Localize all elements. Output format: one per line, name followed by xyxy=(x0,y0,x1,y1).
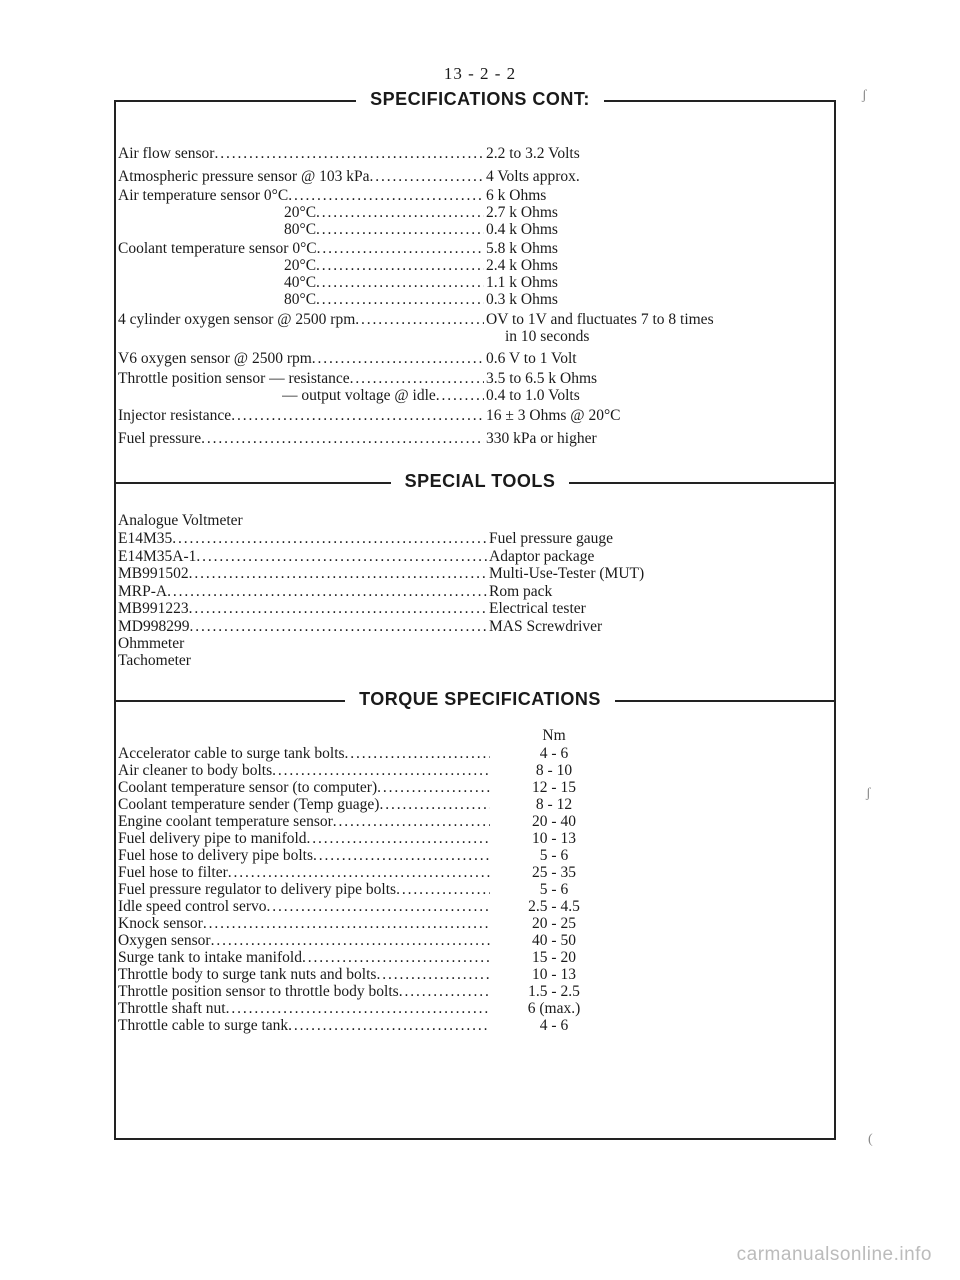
torque-row-value: 10 - 13 xyxy=(532,966,576,983)
spec-row xyxy=(118,240,838,257)
torque-row-label: Accelerator cable to surge tank bolts . . . xyxy=(118,745,490,762)
scan-mark: ( xyxy=(868,1132,873,1147)
spec-row xyxy=(118,350,838,367)
torque-row-label: Knock sensor . . . xyxy=(118,915,490,932)
torque-row xyxy=(118,1000,838,1017)
tool-row xyxy=(118,565,838,582)
watermark: carmanualsonline.info xyxy=(736,1244,932,1265)
spec-row-label: 20°C . . . xyxy=(284,204,484,221)
spec-row-value: in 10 seconds xyxy=(505,328,590,345)
torque-row-label: Fuel pressure regulator to delivery pipe bolts . . . xyxy=(118,881,490,898)
torque-row-label: Coolant temperature sender (Temp guage) . . . xyxy=(118,796,490,813)
torque-row-label: Oxygen sensor . . . xyxy=(118,932,490,949)
spec-row-value: 330 kPa or higher xyxy=(486,430,597,447)
torque-row-value: 4 - 6 xyxy=(539,1017,569,1034)
torque-row-label: Fuel hose to delivery pipe bolts . . . xyxy=(118,847,490,864)
special-tools-title: SPECIAL TOOLS xyxy=(0,471,960,492)
spec-row-value: OV to 1V and fluctuates 7 to 8 times xyxy=(486,311,714,328)
torque-row xyxy=(118,966,838,983)
spec-row xyxy=(118,430,838,447)
torque-row-value: 8 - 10 xyxy=(535,762,573,779)
torque-row-label: Throttle cable to surge tank . . . xyxy=(118,1017,490,1034)
spec-row-label: — output voltage @ idle . . . xyxy=(282,387,484,404)
torque-row-value: 2.5 - 4.5 xyxy=(528,898,580,915)
spec-row-label: Air flow sensor . . . xyxy=(118,145,484,162)
torque-row xyxy=(118,796,838,813)
spec-row xyxy=(284,274,960,291)
tool-row xyxy=(118,618,838,635)
torque-row-label: Fuel delivery pipe to manifold . . . xyxy=(118,830,490,847)
torque-row xyxy=(118,762,838,779)
torque-row-value: 6 (max.) xyxy=(527,1000,581,1017)
spec-row-label: Throttle position sensor — resistance . . . xyxy=(118,370,484,387)
spec-row-label: 20°C . . . xyxy=(284,257,484,274)
tool-row-value: Rom pack xyxy=(489,582,553,600)
torque-row xyxy=(118,864,838,881)
torque-row xyxy=(118,915,838,932)
torque-row xyxy=(118,779,838,796)
spec-row-label: 80°C . . . xyxy=(284,221,484,238)
tool-row xyxy=(118,530,838,547)
spec-row xyxy=(284,221,960,238)
torque-row xyxy=(118,949,838,966)
spec-row-value: 6 k Ohms xyxy=(486,187,547,204)
spec-row-value: 4 Volts approx. xyxy=(486,168,580,185)
torque-title: TORQUE SPECIFICATIONS xyxy=(0,689,960,710)
spec-row-value: 5.8 k Ohms xyxy=(486,240,558,257)
tool-row xyxy=(118,583,838,600)
spec-row-label: Injector resistance . . . xyxy=(118,407,484,424)
torque-row xyxy=(118,898,838,915)
spec-row xyxy=(118,407,838,424)
torque-row-value: 5 - 6 xyxy=(539,847,569,864)
spec-row-value: 0.6 V to 1 Volt xyxy=(486,350,577,367)
torque-row-value: 20 - 25 xyxy=(532,915,576,932)
tool-row-value: Adaptor package xyxy=(489,547,595,565)
torque-row-value: 4 - 6 xyxy=(539,745,569,762)
spec-row xyxy=(505,328,960,345)
torque-row xyxy=(118,932,838,949)
spec-row xyxy=(118,370,838,387)
tool-row-label: E14M35A-1 . . . xyxy=(118,548,487,565)
spec-row xyxy=(284,257,960,274)
torque-row-value: 8 - 12 xyxy=(535,796,573,813)
spec-row xyxy=(118,145,838,162)
torque-row-value: 5 - 6 xyxy=(539,881,569,898)
spec-row xyxy=(118,187,838,204)
tool-row-label: MB991223 . . . xyxy=(118,600,487,617)
spec-row-label: Coolant temperature sensor 0°C . . . xyxy=(118,240,484,257)
torque-row-label: Throttle shaft nut . . . xyxy=(118,1000,490,1017)
torque-row-label: Surge tank to intake manifold . . . xyxy=(118,949,490,966)
tool-row-label: MRP-A . . . xyxy=(118,583,487,600)
scan-mark: ʃ xyxy=(862,88,867,103)
torque-row xyxy=(118,983,838,1000)
torque-row xyxy=(118,847,838,864)
tool-row-value: Multi-Use-Tester (MUT) xyxy=(489,565,645,582)
tool-row-label: E14M35 . . . xyxy=(118,530,487,547)
tool-extra: Ohmmeter xyxy=(118,635,185,652)
torque-row-value: 1.5 - 2.5 xyxy=(528,983,580,1000)
torque-row-label: Air cleaner to body bolts . . . xyxy=(118,762,490,779)
tool-row-value: Electrical tester xyxy=(489,600,586,617)
tool-row xyxy=(118,548,838,565)
torque-row-label: Throttle body to surge tank nuts and bolts . . . xyxy=(118,966,490,983)
tool-row-label: MD998299 . . . xyxy=(118,618,487,635)
torque-row-value: 12 - 15 xyxy=(532,779,576,796)
torque-row-label: Fuel hose to filter . . . xyxy=(118,864,490,881)
scan-mark: ʃ xyxy=(866,786,871,801)
spec-row-label: Atmospheric pressure sensor @ 103 kPa . . . xyxy=(118,168,484,185)
torque-row-value: 25 - 35 xyxy=(532,864,576,881)
spec-row-label: 80°C . . . xyxy=(284,291,484,308)
spec-row-value: 2.4 k Ohms xyxy=(486,257,558,274)
torque-row-label: Coolant temperature sensor (to computer) . . . xyxy=(118,779,490,796)
spec-row-value: 16 ± 3 Ohms @ 20°C xyxy=(486,407,621,424)
spec-row-value: 2.2 to 3.2 Volts xyxy=(486,145,580,162)
spec-row xyxy=(282,387,960,404)
tool-row-label: MB991502 . . . xyxy=(118,565,487,582)
spec-row-label: Air temperature sensor 0°C . . . xyxy=(118,187,484,204)
spec-row-label: Fuel pressure . . . xyxy=(118,430,484,447)
spec-row xyxy=(118,168,838,185)
spec-row-value: 0.4 k Ohms xyxy=(486,221,558,238)
torque-row-value: 40 - 50 xyxy=(532,932,576,949)
torque-unit-header: Nm xyxy=(542,727,566,744)
torque-row-label: Throttle position sensor to throttle body bolts . . . xyxy=(118,983,490,1000)
special-tools-heading: Analogue Voltmeter xyxy=(118,512,243,529)
spec-row-value: 0.3 k Ohms xyxy=(486,291,558,308)
torque-row-value: 10 - 13 xyxy=(532,830,576,847)
spec-row xyxy=(284,291,960,308)
tool-row-value: Fuel pressure gauge xyxy=(489,530,613,547)
spec-row-value: 1.1 k Ohms xyxy=(486,274,558,291)
spec-row xyxy=(118,311,838,328)
spec-row-label: V6 oxygen sensor @ 2500 rpm . . . xyxy=(118,350,484,367)
torque-row-value: 15 - 20 xyxy=(532,949,576,966)
spec-row-label: 4 cylinder oxygen sensor @ 2500 rpm . . . xyxy=(118,311,484,328)
torque-row-value: 20 - 40 xyxy=(532,813,576,830)
torque-row-label: Engine coolant temperature sensor . . . xyxy=(118,813,490,830)
spec-row-label: 40°C . . . xyxy=(284,274,484,291)
torque-row xyxy=(118,813,838,830)
spec-row xyxy=(284,204,960,221)
torque-row xyxy=(118,745,838,762)
torque-row xyxy=(118,830,838,847)
specifications-title: SPECIFICATIONS CONT: xyxy=(0,89,960,110)
tool-row-value: MAS Screwdriver xyxy=(489,617,603,635)
spec-row-value: 3.5 to 6.5 k Ohms xyxy=(486,370,598,387)
tool-extra: Tachometer xyxy=(118,652,191,669)
spec-row-value: 2.7 k Ohms xyxy=(486,204,558,221)
torque-row xyxy=(118,881,838,898)
torque-row xyxy=(118,1017,838,1034)
torque-row-label: Idle speed control servo . . . xyxy=(118,898,490,915)
page-number: 13 - 2 - 2 xyxy=(443,64,517,83)
tool-row xyxy=(118,600,838,617)
spec-row-value: 0.4 to 1.0 Volts xyxy=(486,387,580,404)
